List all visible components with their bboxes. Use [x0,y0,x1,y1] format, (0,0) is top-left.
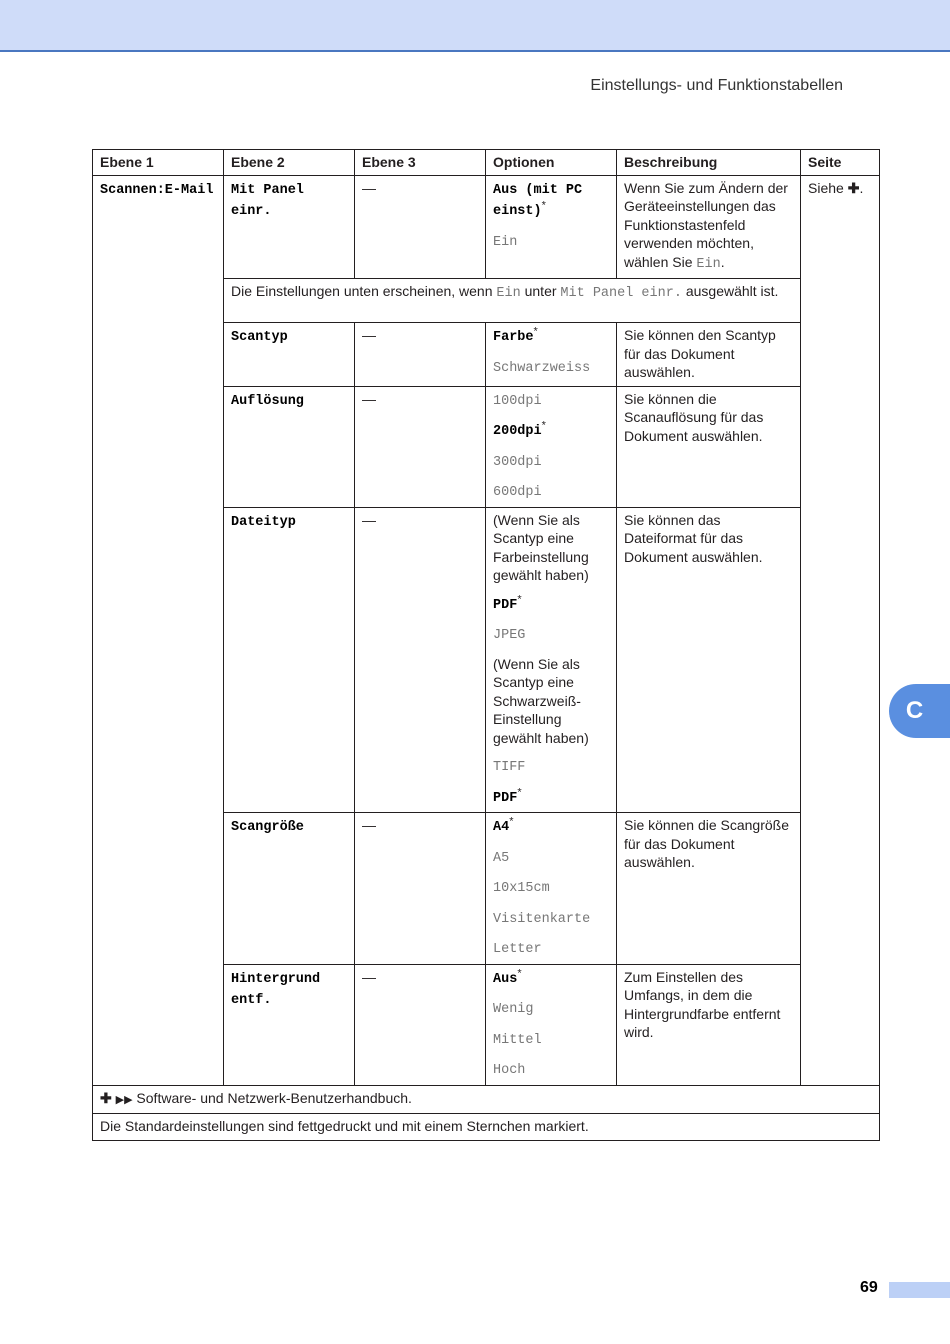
column-header: Ebene 1 [93,150,224,176]
option-item: Wenig [493,1002,534,1017]
column-header: Ebene 2 [224,150,355,176]
header-band [0,0,950,52]
note-cell: Die Einstellungen unten erscheinen, wenn Ein unter Mit Panel einr. ausgewählt ist. [224,279,801,323]
level2-cell: Scantyp [224,323,355,387]
option-item: Aus* [493,966,522,987]
level2-cell: Auflösung [224,386,355,507]
double-chevron-right-icon: ▶▶ [115,1093,133,1106]
option-item: JPEG [493,628,526,643]
footnote-defaults: Die Standardeinstellungen sind fettgedruckt und mit einem Sternchen markiert. [93,1114,880,1141]
table-header-row [93,150,880,176]
settings-table [92,149,880,1141]
level2-cell: Dateityp [224,507,355,813]
description-cell: Sie können das Dateiformat für das Dokument auswählen. [617,507,801,813]
option-item: A4* [493,815,514,835]
page-header-title: Einstellungs- und Funktionstabellen [590,77,843,94]
level2-label: Mit Panel einr. [231,182,304,219]
description-cell: Sie können den Scantyp für das Dokument auswählen. [617,323,801,387]
options-cell [486,175,617,279]
column-header: Ebene 3 [355,150,486,176]
level1-cell [93,175,224,1085]
level3-cell: — [355,507,486,813]
option-item: Mittel [493,1032,542,1048]
option-item: Schwarzweiss [493,360,591,376]
plus-icon: ✚ [100,1089,112,1106]
level3-cell: — [355,323,486,387]
plus-icon: ✚ [847,179,860,196]
option-item: Visitenkarte [493,911,591,927]
option-item: A5 [493,850,510,866]
option-item: Hoch [493,1063,526,1078]
option-item: 10x15cm [493,881,550,896]
level2-cell: Scangröße [224,813,355,965]
option-item: Aus (mit PC einst)* [493,182,583,219]
column-header: Beschreibung [617,150,801,176]
level3-cell: — [355,813,486,965]
level3-cell: — [355,964,486,1085]
option-item: 100dpi [493,393,542,409]
option-item: Farbe* [493,325,538,345]
page-number: 69 [860,1279,878,1296]
description-cell: Sie können die Scanauflösung für das Dokument auswählen. [617,386,801,507]
page-reference-cell: Siehe ✚. [801,175,880,1085]
option-condition-note: (Wenn Sie als Scantyp eine Schwarzweiß-Einstellung gewählt haben) [493,655,589,746]
option-item: 300dpi [493,454,542,470]
option-item: TIFF [493,760,526,775]
option-item: Letter [493,942,542,957]
description-cell: Zum Einstellen des Umfangs, in dem die Hintergrundfarbe entfernt wird. [617,964,801,1085]
option-item: PDF* [493,785,522,806]
column-header: Optionen [486,150,617,176]
option-item: 600dpi [493,485,542,500]
column-header: Seite [801,150,880,176]
options-cell [486,323,617,387]
level2-cell [224,175,355,279]
level1-label: Scannen:E-Mail [100,182,214,198]
chapter-tab[interactable]: C [889,684,950,738]
level2-cell: Hintergrund entf. [224,964,355,1085]
table-row [93,175,880,279]
options-cell [486,813,617,965]
level3-cell: — [355,386,486,507]
option-item: 200dpi* [493,419,546,439]
options-cell [486,964,617,1085]
level3-cell: — [355,175,486,279]
footnote-row [93,1114,880,1141]
footnote-row [93,1085,880,1114]
description-cell: Wenn Sie zum Ändern der Geräteeinstellungen das Funktionstastenfeld verwenden möchten, wählen Sie Ein. [617,175,801,279]
options-cell [486,507,617,813]
description-cell: Sie können die Scangröße für das Dokument auswählen. [617,813,801,965]
option-item: PDF* [493,592,522,613]
option-item: Ein [493,234,518,250]
options-cell [486,386,617,507]
page-number-bar [889,1282,950,1298]
footnote-reference: ✚ ▶▶ Software- und Netzwerk-Benutzerhandbuch. [93,1085,880,1114]
option-condition-note: (Wenn Sie als Scantyp eine Farbeinstellung gewählt haben) [493,511,589,583]
